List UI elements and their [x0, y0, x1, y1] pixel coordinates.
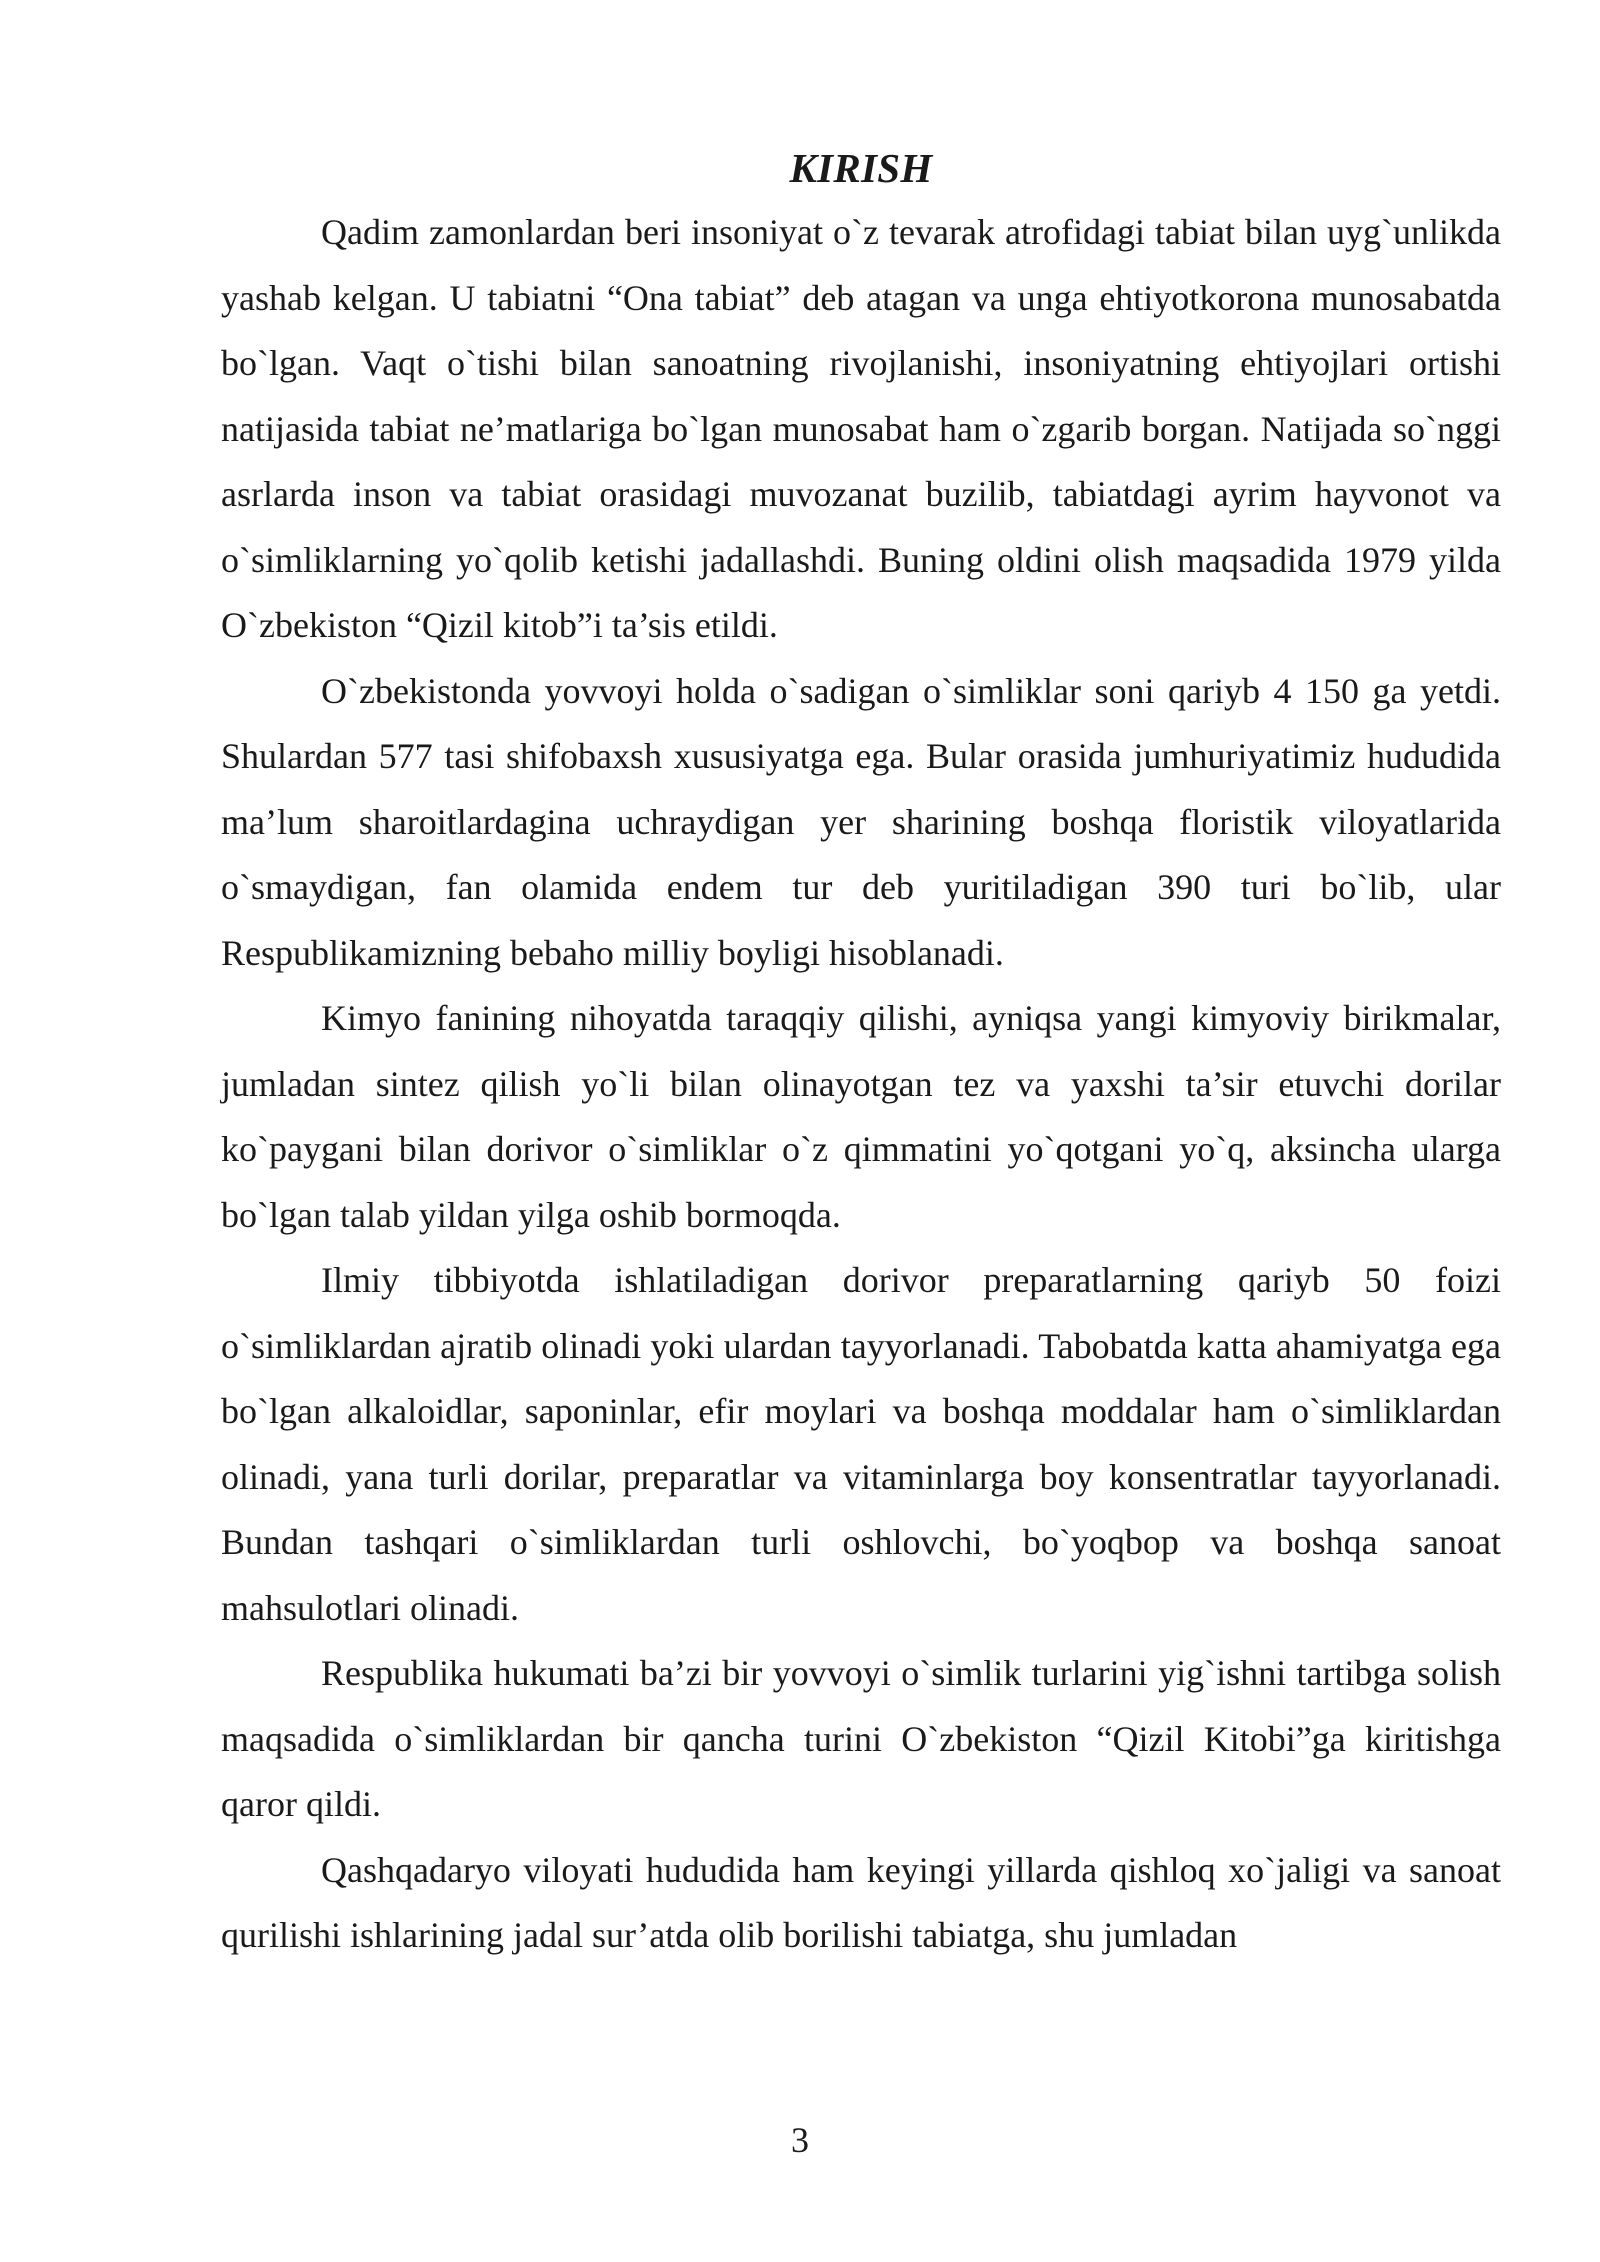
section-heading: KIRISH — [789, 145, 933, 191]
paragraph: Respublika hukumati ba’zi bir yovvoyi o`simlik turlarini yig`ishni tartibga solish maqsadida o`simliklardan bir qancha turini O`zbekiston “Qizil Kitobi”ga kiritishga qaror qildi. — [221, 1653, 1501, 1824]
document-body — [221, 138, 1501, 1969]
paragraph-continued: Qashqadaryo viloyati hududida ham keyingi yillarda qishloq xo`jaligi va sanoat qurilishi ishlarining jadal sur’atda olib borilishi tabiatga, shu jumladan — [221, 1849, 1501, 1955]
paragraph: O`zbekistonda yovvoyi holda o`sadigan o`simliklar soni qariyb 4 150 ga yetdi. Shulardan 577 tasi shifobaxsh xususiyatga ega. Bular orasida jumhuriyatimiz hududida ma’lum sharoitlardagina uchraydigan yer sharining boshqa floristik viloyatlarida o`smaydigan, fan olamida endem tur deb yuritiladigan 390 turi bo`lib, ular Respublikamizning bebaho milliy boyligi hisoblanadi. — [221, 670, 1501, 973]
paragraph: Ilmiy tibbiyotda ishlatiladigan dorivor preparatlarning qariyb 50 foizi o`simliklardan ajratib olinadi yoki ulardan tayyorlanadi. Tabobatda katta ahamiyatga ega bo`lgan alkaloidlar, saponinlar, efir moylari va boshqa moddalar ham o`simliklardan olinadi, yana turli dorilar, preparatlar va vitaminlarga boy konsentratlar tayyorlanadi. Bundan tashqari o`simliklardan turli oshlovchi, bo`yoqbop va boshqa sanoat mahsulotlari olinadi. — [221, 1260, 1501, 1628]
paragraph: Qadim zamonlardan beri insoniyat o`z tevarak atrofidagi tabiat bilan uyg`unlikda yashab kelgan. U tabiatni “Ona tabiat” deb atagan va unga ehtiyotkorona munosabatda bo`lgan. Vaqt o`tishi bilan sanoatning rivojlanishi, insoniyatning ehtiyojlari ortishi natijasida tabiat ne’matlariga bo`lgan munosabat ham o`zgarib borgan. Natijada so`nggi asrlarda inson va tabiat orasidagi muvozanat buzilib, tabiatdagi ayrim hayvonot va o`simliklarning yo`qolib ketishi jadallashdi. Buning oldini olish maqsadida 1979 yilda O`zbekiston “Qizil kitob”i ta’sis etildi. — [221, 212, 1501, 645]
paragraph: Kimyo fanining nihoyatda taraqqiy qilishi, ayniqsa yangi kimyoviy birikmalar, jumladan sintez qilish yo`li bilan olinayotgan tez va yaxshi ta’sir etuvchi dorilar ko`paygani bilan dorivor o`simliklar o`z qimmatini yo`qotgani yo`q, aksincha ularga bo`lgan talab yildan yilga oshib bormoqda. — [221, 998, 1501, 1235]
page-number: 3 — [791, 2120, 809, 2160]
